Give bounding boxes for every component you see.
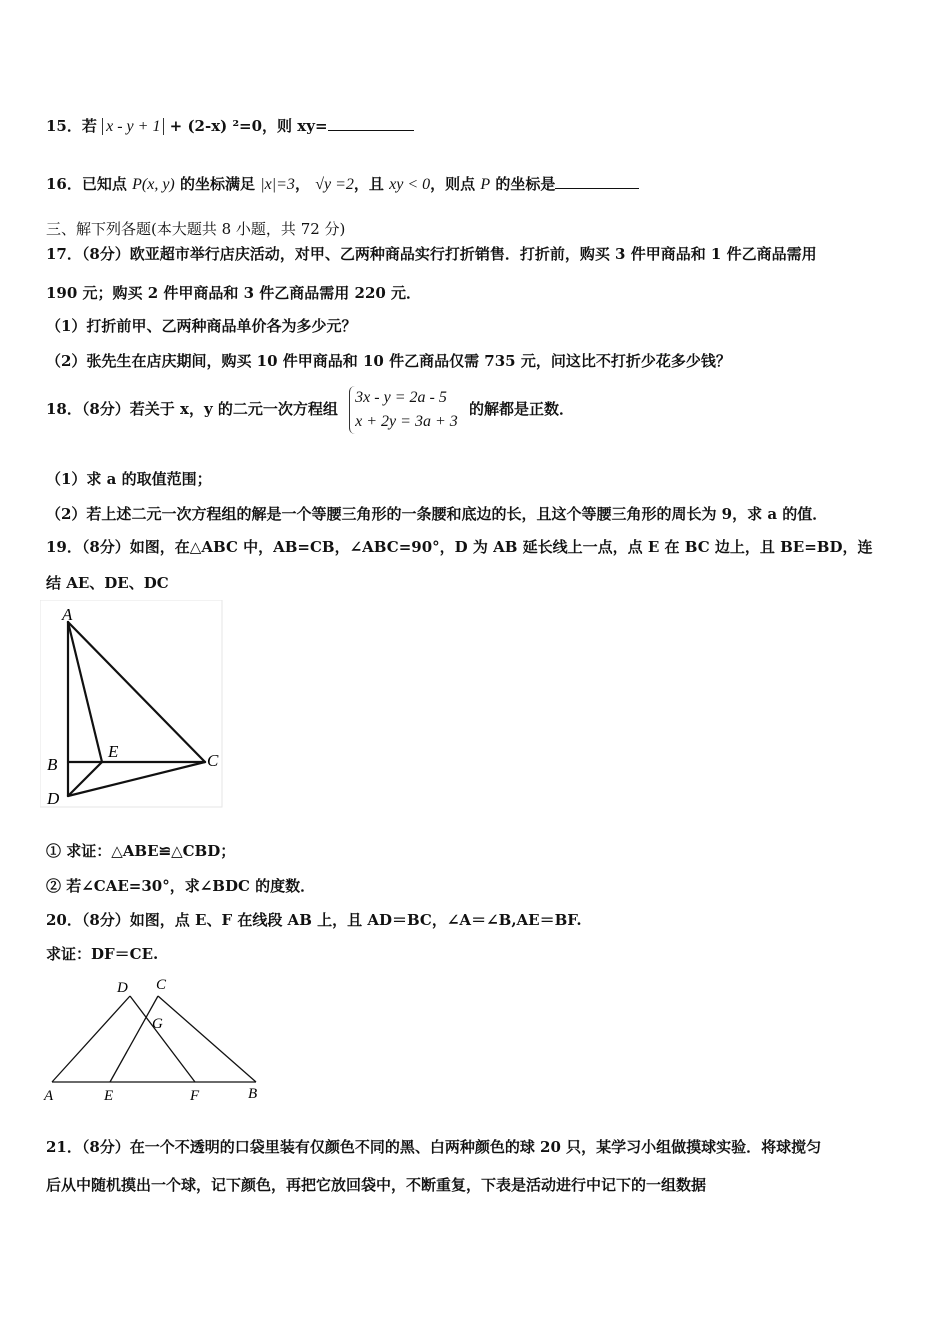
- q16-text-1: 的坐标满足: [179, 175, 255, 193]
- q16-comma: ，: [294, 175, 310, 193]
- q18-sub-2: （2）若上述二元一次方程组的解是一个等腰三角形的一条腰和底边的长，且这个等腰三角形的周长为 9，求 a 的值．: [46, 505, 828, 523]
- q16-text-3: ，则点: [430, 175, 476, 193]
- segment-dc: [68, 762, 205, 796]
- q16-condition-product: xy < 0: [389, 176, 431, 193]
- q18-postfix: 的解都是正数．: [468, 400, 574, 418]
- q16-text-2: ，且: [353, 175, 384, 193]
- q19-line-1: 19．（8分）如图，在△ABC 中，AB=CB，∠ABC=90°，D 为 AB 延长线上一点，点 E 在 BC 边上，且 BE=BD，连: [46, 538, 873, 556]
- label-d: D: [47, 789, 60, 808]
- label-b: B: [47, 755, 58, 774]
- q17-line-2: 190 元；购买 2 件甲商品和 3 件乙商品需用 220 元．: [46, 284, 422, 302]
- label-g: G: [152, 1016, 163, 1032]
- q15-number: 15．若: [46, 117, 97, 135]
- q19-line-2: 结 AE、DE、DC: [46, 574, 169, 592]
- q18-equation-1: 3x - y = 2a - 5: [355, 389, 447, 406]
- question-18: [46, 386, 574, 434]
- q18-equation-system: [349, 386, 458, 434]
- label-e: E: [104, 1088, 114, 1104]
- q20-line-2: 求证：DF＝CE.: [46, 945, 159, 963]
- q15-equation-text: + (2-x) ²=0，则 xy=: [169, 117, 328, 135]
- q16-text-4: 的坐标是: [495, 175, 556, 193]
- q20-line-1: 20．（8分）如图，点 E、F 在线段 AB 上，且 AD＝BC，∠A＝∠B,AE＝BF.: [46, 911, 582, 929]
- q19-sub-2: ② 若∠CAE=30°，求∠BDC 的度数．: [46, 877, 316, 895]
- q16-condition-sqrt: √y =2: [315, 176, 354, 193]
- q16-number: 16．已知点: [46, 175, 127, 193]
- q15-answer-blank[interactable]: [328, 114, 414, 131]
- q16-answer-blank[interactable]: [555, 172, 639, 189]
- segment-cb: [158, 996, 256, 1082]
- segment-ad: [52, 996, 130, 1082]
- q18-equation-2: x + 2y = 3a + 3: [355, 413, 458, 430]
- label-a: A: [62, 605, 73, 624]
- segment-ec: [110, 996, 158, 1082]
- q19-sub-1: ① 求证：△ABE≌△CBD；: [46, 842, 236, 860]
- q15-absolute-expression: x - y + 1: [102, 118, 164, 135]
- q16-condition-abs: |x|=3: [260, 176, 295, 193]
- q21-line-2: 后从中随机摸出一个球，记下颜色，再把它放回袋中，不断重复，下表是活动进行中记下的一组数据: [46, 1176, 707, 1194]
- label-b: B: [248, 1086, 258, 1102]
- segment-ae: [68, 622, 102, 762]
- question-16: [46, 172, 639, 196]
- q16-point-p: P: [480, 176, 491, 193]
- segment-ac: [68, 622, 205, 762]
- q19-figure: [40, 600, 225, 810]
- label-d: D: [117, 980, 128, 996]
- q20-figure: [40, 972, 275, 1107]
- section-3-heading: 三、解下列各题(本大题共 8 小题，共 72 分): [46, 220, 346, 238]
- q17-sub-1: （1）打折前甲、乙两种商品单价各为多少元？: [46, 317, 357, 335]
- label-a: A: [44, 1088, 54, 1104]
- q17-sub-2: （2）张先生在店庆期间，购买 10 件甲商品和 10 件乙商品仅需 735 元，问这比不打折少花多少钱？: [46, 352, 731, 370]
- segment-df: [130, 996, 195, 1082]
- q21-line-1: 21．（8分）在一个不透明的口袋里装有仅颜色不同的黑、白两种颜色的球 20 只，某学习小组做摸球实验．将球搅匀: [46, 1138, 822, 1156]
- q18-sub-1: （1）求 a 的取值范围；: [46, 470, 212, 488]
- question-15: [46, 114, 414, 138]
- q17-line-1: 17．（8分）欧亚超市举行店庆活动，对甲、乙两种商品实行打折销售．打折前，购买 3 件甲商品和 1 件乙商品需用: [46, 245, 817, 263]
- label-c: C: [207, 751, 219, 770]
- q18-prefix: 18．（8分）若关于 x，y 的二元一次方程组: [46, 400, 338, 418]
- q16-point: P(x, y): [132, 176, 175, 193]
- label-c: C: [156, 977, 167, 993]
- label-e: E: [108, 742, 119, 761]
- label-f: F: [190, 1088, 200, 1104]
